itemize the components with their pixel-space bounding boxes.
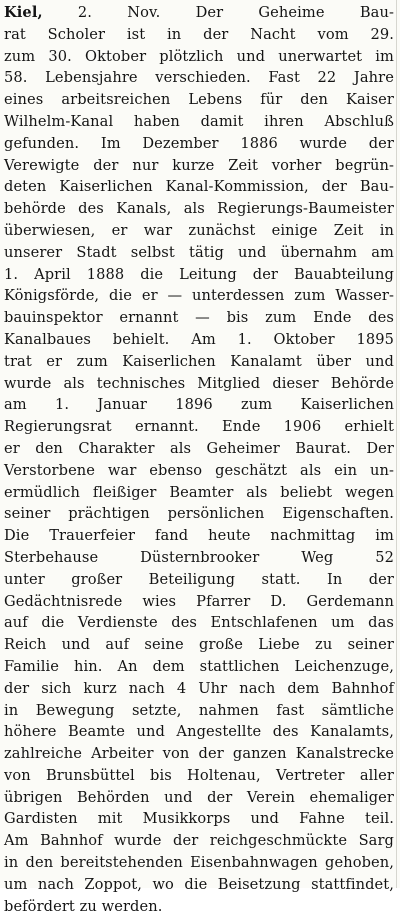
article-line: Königsförde, die er — unterdessen zum Wasser- — [4, 287, 394, 305]
article-line: von Brunsbüttel bis Holtenau, Vertreter aller — [4, 766, 394, 784]
article-line: Die Trauerfeier fand heute nachmittag im — [4, 527, 394, 545]
article-line: unserer Stadt selbst tätig und übernahm am — [4, 243, 394, 261]
article-line: Am Bahnhof wurde der reichgeschmückte Sarg — [4, 832, 394, 850]
article-line: Gardisten mit Musikkorps und Fahne teil. — [4, 810, 394, 828]
column-edge-rule — [396, 0, 397, 888]
article-line: in den bereitstehenden Eisenbahnwagen gehoben, — [4, 854, 394, 872]
article-line: übrigen Behörden und der Verein ehemaliger — [4, 788, 394, 806]
article-line: der sich kurz nach 4 Uhr nach dem Bahnhof — [4, 679, 394, 697]
article-line: bauinspektor ernannt — bis zum Ende des — [4, 309, 394, 327]
article-line: höhere Beamte und Angestellte des Kanalamts, — [4, 723, 394, 741]
article-line: ermüdlich fleißiger Beamter als beliebt wegen — [4, 483, 394, 501]
article-line — [4, 2, 394, 24]
article-line: eines arbeitsreichen Lebens für den Kaiser — [4, 91, 394, 109]
article-line: 1. April 1888 die Leitung der Bauabteilung — [4, 265, 394, 283]
dateline-place: Kiel, — [4, 4, 43, 21]
article-line: am 1. Januar 1896 zum Kaiserlichen — [4, 396, 394, 414]
article-line: Gedächtnisrede wies Pfarrer D. Gerdemann — [4, 592, 394, 610]
article-line: Familie hin. An dem stattlichen Leichenzuge, — [4, 657, 394, 675]
article-line: trat er zum Kaiserlichen Kanalamt über und — [4, 352, 394, 370]
article-line: in Bewegung setzte, nahmen fast sämtliche — [4, 701, 394, 719]
article-line: deten Kaiserlichen Kanal-Kommission, der Bau- — [4, 178, 394, 196]
article-line: unter großer Beteiligung statt. In der — [4, 570, 394, 588]
article-line: zum 30. Oktober plötzlich und unerwartet im — [4, 47, 394, 65]
article-line: überwiesen, er war zunächst einige Zeit in — [4, 221, 394, 239]
article-line: seiner prächtigen persönlichen Eigenschaften. — [4, 505, 394, 523]
article-line: wurde als technisches Mitglied dieser Behörde — [4, 374, 394, 392]
article-line: Sterbehause Düsternbrooker Weg 52 — [4, 548, 394, 566]
article-line: gefunden. Im Dezember 1886 wurde der — [4, 134, 394, 152]
article-line: zahlreiche Arbeiter von der ganzen Kanalstrecke — [4, 745, 394, 763]
article-line: 58. Lebensjahre verschieden. Fast 22 Jahre — [4, 69, 394, 87]
article-line: er den Charakter als Geheimer Baurat. Der — [4, 439, 394, 457]
article-line: Verstorbene war ebenso geschätzt als ein un- — [4, 461, 394, 479]
article-line: behörde des Kanals, als Regierungs-Baumeister — [4, 200, 394, 218]
article-line: Verewigte der nur kurze Zeit vorher begrün- — [4, 156, 394, 174]
article-line: Reich und auf seine große Liebe zu seiner — [4, 636, 394, 654]
article-line: um nach Zoppot, wo die Beisetzung stattfindet, — [4, 875, 394, 893]
article-line: Regierungsrat ernannt. Ende 1906 erhielt — [4, 418, 394, 436]
article-line: Wilhelm-Kanal haben damit ihren Abschluß — [4, 112, 394, 130]
obituary-article — [4, 2, 394, 917]
article-line: auf die Verdienste des Entschlafenen um das — [4, 614, 394, 632]
article-line-text: 2. Nov. Der Geheime Bau- — [42, 4, 394, 21]
article-line: rat Scholer ist in der Nacht vom 29. — [4, 25, 394, 43]
article-line: Kanalbaues behielt. Am 1. Oktober 1895 — [4, 330, 394, 348]
article-line-final: befördert zu werden. — [4, 897, 163, 915]
